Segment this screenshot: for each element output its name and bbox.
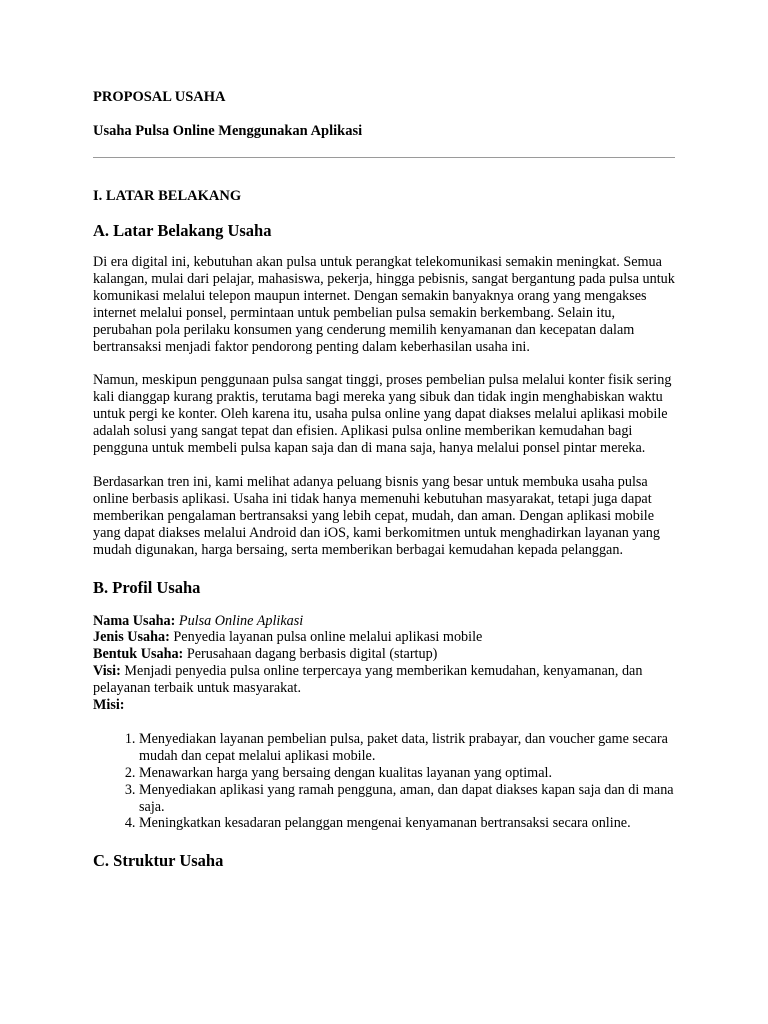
- profile-row-mission: [93, 697, 675, 714]
- document-page: [93, 88, 675, 871]
- document-subtitle: Usaha Pulsa Online Menggunakan Aplikasi: [93, 123, 363, 139]
- profile-vision-value: Menjadi penyedia pulsa online terpercaya yang memberikan kemudahan, kenyamanan, dan pelayanan terbaik untuk masyarakat.: [93, 663, 643, 697]
- horizontal-divider: [93, 157, 675, 158]
- business-profile: [93, 613, 675, 714]
- profile-name-value: Pulsa Online Aplikasi: [178, 612, 304, 629]
- paragraph-1: Di era digital ini, kebutuhan akan pulsa untuk perangkat telekomunikasi semakin meningkat. Semua kalangan, mulai dari pelajar, mahasiswa, pekerja, hingga pebisnis, sangat bergantung pada pulsa untuk komunikasi melalui telepon maupun internet. Dengan semakin banyaknya orang yang mengakses internet melalui ponsel, permintaan untuk pembelian pulsa semakin berkembang. Selain itu, perubahan pola perilaku konsumen yang cenderung memilih kenyamanan dan kecepatan dalam bertransaksi menjadi faktor pendorong penting dalam keberhasilan usaha ini.: [93, 254, 675, 355]
- profile-mission-label: Misi:: [93, 697, 125, 714]
- profile-name-label: Nama Usaha:: [93, 612, 176, 629]
- profile-form-value: Perusahaan dagang berbasis digital (startup): [186, 646, 438, 663]
- document-title: PROPOSAL USAHA: [93, 89, 226, 105]
- profile-row-form: [93, 646, 675, 663]
- paragraph-2: Namun, meskipun penggunaan pulsa sangat tinggi, proses pembelian pulsa melalui konter fisik sering kali dianggap kurang praktis, terutama bagi mereka yang sibuk dan tidak ingin menghabiskan waktu untuk pergi ke konter. Oleh karena itu, usaha pulsa online yang dapat diakses melalui aplikasi mobile adalah solusi yang sangat tepat dan efisien. Aplikasi pulsa online memberikan kemudahan bagi pengguna untuk membeli pulsa kapan saja dan di mana saja, hanya melalui ponsel pintar mereka.: [93, 372, 672, 457]
- profile-row-vision: [93, 663, 675, 697]
- profile-type-value: Penyedia layanan pulsa online melalui aplikasi mobile: [173, 629, 483, 646]
- mission-item: 1. Menyediakan layanan pembelian pulsa, paket data, listrik prabayar, dan voucher game secara mudah dan cepat melalui aplikasi mobile.: [139, 731, 675, 765]
- subsection-title-latar-belakang-usaha: A. Latar Belakang Usaha: [93, 221, 272, 240]
- subsection-title-struktur-usaha: C. Struktur Usaha: [93, 851, 224, 871]
- mission-item: 3. Menyediakan aplikasi yang ramah pengguna, aman, dan dapat diakses kapan saja dan di mana saja.: [139, 782, 675, 816]
- section-title-latar-belakang: I. LATAR BELAKANG: [93, 188, 242, 204]
- mission-item: 2. Menawarkan harga yang bersaing dengan kualitas layanan yang optimal.: [139, 765, 675, 782]
- profile-type-label: Jenis Usaha:: [93, 629, 170, 646]
- mission-list: [93, 731, 675, 832]
- paragraph-3: Berdasarkan tren ini, kami melihat adanya peluang bisnis yang besar untuk membuka usaha pulsa online berbasis aplikasi. Usaha ini tidak hanya memenuhi kebutuhan masyarakat, tetapi juga dapat memberikan pengalaman bertransaksi yang lebih cepat, mudah, dan aman. Dengan aplikasi mobile yang dapat diakses melalui Android dan iOS, kami berkomitmen untuk menghadirkan layanan yang mudah digunakan, harga bersaing, serta memberikan berbagai kemudahan kepada pelanggan.: [93, 473, 660, 558]
- profile-row-name: [93, 613, 675, 630]
- subsection-title-profil-usaha: B. Profil Usaha: [93, 577, 201, 597]
- mission-item: 4. Meningkatkan kesadaran pelanggan mengenai kenyamanan bertransaksi secara online.: [139, 815, 675, 832]
- profile-form-label: Bentuk Usaha:: [93, 646, 184, 663]
- profile-vision-label: Visi:: [93, 663, 121, 680]
- profile-row-type: [93, 629, 675, 646]
